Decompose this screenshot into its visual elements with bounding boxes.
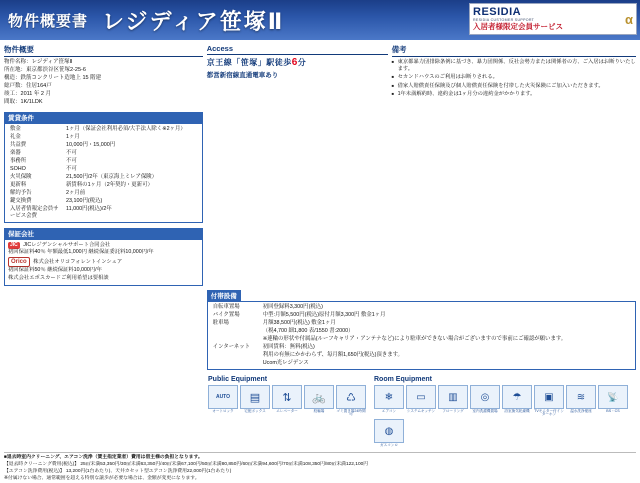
list-item: ■ 借家人賠償責任保険及び個人賠償責任保険を付帯した火災保険にご加入いただきます。	[392, 83, 636, 90]
overview-row: 構造：鉄筋コンクリート造地上 15 階建	[4, 74, 102, 81]
table-row: 自転車置場 初回登録料3,300円(税込)	[212, 304, 323, 311]
footer-line: ※付属けない場合、通常範囲を超える特別な譲歩が必要な場合は、金額が変更になります。	[4, 475, 200, 481]
overview-row: 物件名称：レジディア笹塚Ⅱ	[4, 59, 73, 65]
list-item: ■ セカンドハウスのご利用はお断りされる。	[392, 74, 636, 81]
facility-box	[207, 301, 636, 371]
facility-section	[207, 290, 636, 371]
brand-mark: RESIDIA	[473, 6, 522, 19]
facility-spacer	[4, 290, 203, 371]
footer-notes	[4, 452, 636, 483]
equipment-item: ☂ 浴室換気乾燥機	[502, 385, 532, 417]
access-section-title: Access	[207, 44, 388, 55]
equipment-item: ♺ ゴミ置き場24時間可	[336, 385, 366, 417]
brand-logo-box	[469, 3, 637, 35]
table-row: 敷金 1ヶ月（保証会社利用必須/大手法人除く※2ヶ月）	[10, 126, 186, 133]
equipment-section	[0, 372, 640, 448]
footer-line: 【退去時クリーニング費用(税込)】 25㎡未満53,350円/30㎡未満63,350円/40㎡未満67,100円/50㎡未満80,850円/60㎡未満94,600円/70㎡未満108,350円/80㎡未満122,100円	[4, 461, 369, 467]
washlet-icon: ≋	[566, 385, 596, 409]
rent-table	[8, 126, 199, 220]
equipment-item: ▣ TVモニター付インターホン	[534, 385, 564, 417]
table-row: バイク置場 中型:月額5,500円(税込)原付月額3,300円 敷金1ヶ月	[212, 312, 386, 319]
guarantee-line: 株式会社エポスカードご利用希望は要相談	[8, 275, 109, 282]
rent-section	[4, 112, 203, 223]
table-row: 鍵交換費 23,100円(税込)	[10, 197, 103, 204]
divider	[4, 452, 636, 453]
bicycle-parking-icon: 🚲	[304, 385, 334, 409]
equipment-item: AUTO オートロック	[208, 385, 238, 417]
rent-section-title: 賃貸条件	[4, 112, 203, 123]
facility-table	[211, 304, 632, 368]
access-line-2: 都営新宿線直通電車あり	[206, 72, 279, 79]
trash-yard-icon: ♺	[336, 385, 366, 409]
remarks-list	[392, 59, 636, 98]
equipment-item: ≋ 温水洗浄便座	[566, 385, 596, 417]
jic-badge: JIC	[10, 241, 18, 248]
table-row: 解約予告 2ヶ月前	[10, 189, 86, 196]
rent-box	[4, 123, 203, 223]
guarantee-line: JIC JICレジデンシャルサポート合同会社	[10, 241, 111, 248]
building-name-title: レジディア笹塚Ⅱ	[102, 8, 285, 34]
list-item: ■ 1年未満解約時、違約金は1ヶ月分の違約金がかかります。	[392, 91, 636, 98]
washer-space-icon: ◎	[470, 385, 500, 409]
equipment-item: ▥ フローリング	[438, 385, 468, 417]
room-equipment-grid	[374, 385, 636, 448]
overview-row: 所在地：東京都渋谷区笹塚2-25-6	[4, 66, 86, 73]
bs-cs-icon: 📡	[598, 385, 628, 409]
gas-stove-icon: ◍	[374, 419, 404, 443]
equipment-item: ◎ 室内洗濯機置場	[470, 385, 500, 417]
guarantee-line: Orico 株式会社オリコフォレントインシュア	[8, 257, 199, 267]
brand-member-service: 入居者様限定会員サービス	[473, 21, 563, 31]
table-row: 駐車場 月額38,500円(税込) 敷金1ヶ月	[212, 320, 336, 326]
flooring-icon: ▥	[438, 385, 468, 409]
access-box	[207, 57, 388, 79]
public-equipment-grid	[208, 385, 368, 417]
delivery-box-icon: ▤	[240, 385, 270, 409]
overview-row: 間取：1K/1LDK	[4, 98, 43, 105]
guarantee-section-title: 保証会社	[4, 228, 203, 239]
right-column	[392, 44, 636, 286]
orico-badge: Orico	[8, 257, 30, 267]
table-row: 共益費 10,000円・15,000円	[10, 142, 116, 149]
guarantee-section	[4, 228, 203, 286]
guarantee-line: 初回保証料50％ 継続保証料10,000円/年	[8, 267, 102, 274]
room-equipment-title: Room Equipment	[374, 376, 432, 384]
tv-intercom-icon: ▣	[534, 385, 564, 409]
document-body	[0, 40, 640, 286]
facility-equipment-band	[0, 286, 640, 371]
equipment-item: ▤ 宅配ボックス	[240, 385, 270, 417]
table-row: インターネット 初回賃料：無料(税込)	[212, 343, 315, 350]
document-header	[0, 0, 640, 40]
overview-section-title: 物件概要	[4, 44, 203, 57]
guarantee-box	[4, 239, 203, 286]
brand-sub: RESIDIA CUSTOMER SUPPORT	[473, 18, 535, 23]
footer-line: ■退去時室内クリーニング、エアコン洗浄（賃主指定業者）費用は借主様の負担となります。	[4, 454, 203, 460]
table-row: （税4,700 細1,800 表/1550 書:2000）	[262, 327, 354, 334]
table-row: 火災保険 21,500円/2年（東京海上ミレア保険）	[10, 174, 158, 181]
list-item: ■ 東京都暴力団排除条例に基づき、暴力団関係、反社会勢力または関係者の方、ご入居はお断りいたします。	[392, 59, 636, 73]
equipment-item: ❄ エアコン	[374, 385, 404, 417]
access-line-1: 京王線「笹塚」駅徒歩6分	[206, 57, 307, 68]
footer-line: 【エアコン洗浄費用(税込)】 13,200円(1台あたり)、天井カセット型エアコン洗浄費用22,000円(1台あたり)	[4, 468, 232, 474]
table-row: Ucom光レジデンス	[262, 359, 309, 366]
equipment-item: 📡 BS・CS	[598, 385, 628, 417]
brand-alpha-icon: α	[625, 11, 633, 27]
table-row: 入居者情報定会員サービス会費 11,000円(税込)/2年	[10, 205, 112, 219]
table-row: 更新料 新賃料の1ヶ月（2年契約・更新可）	[10, 181, 153, 188]
document-title: 物件概要書	[8, 12, 89, 30]
guarantee-line: 初回保証料40％ 年額最低1,000円 継続保証委託料10,000円/年	[8, 249, 154, 256]
table-row: 利用の有無にかかわらず、毎月額1,650円(税込)頂きます。	[262, 351, 403, 358]
table-row: 事務所 不可	[10, 158, 77, 165]
table-row: SOHO 不可	[10, 166, 77, 173]
table-row: 礼金 1ヶ月	[10, 134, 80, 141]
overview-row: 総戸数：住居164戸	[4, 82, 52, 89]
air-conditioner-icon: ❄	[374, 385, 404, 409]
equipment-item: 🚲 駐輪場	[304, 385, 334, 417]
middle-column	[207, 44, 388, 286]
table-row: ※連輪の形状や付属品(ルーフキャリア・アンテナなど)により駐車ができない場合がございますので事前にご確認が願います。	[262, 335, 567, 342]
remarks-section-title: 備考	[392, 44, 636, 57]
auto-lock-icon: AUTO	[208, 385, 238, 409]
bath-dryer-icon: ☂	[502, 385, 532, 409]
equipment-item: ◍ ガスコンロ	[374, 419, 404, 447]
public-equipment-col	[208, 376, 368, 448]
equipment-item: ⇅ エレベーター	[272, 385, 302, 417]
system-kitchen-icon: ▭	[406, 385, 436, 409]
overview-row: 竣工：2011 年 2 月	[4, 90, 52, 97]
elevator-icon: ⇅	[272, 385, 302, 409]
equipment-item: ▭ システムキッチン	[406, 385, 436, 417]
room-equipment-col	[374, 376, 636, 448]
overview-list	[4, 59, 203, 107]
facility-section-title: 付帯設備	[207, 290, 241, 301]
left-column	[4, 44, 203, 286]
access-walk-minutes: 6	[291, 57, 298, 68]
public-equipment-title: Public Equipment	[208, 376, 268, 384]
table-row: 楽器 不可	[10, 150, 77, 157]
